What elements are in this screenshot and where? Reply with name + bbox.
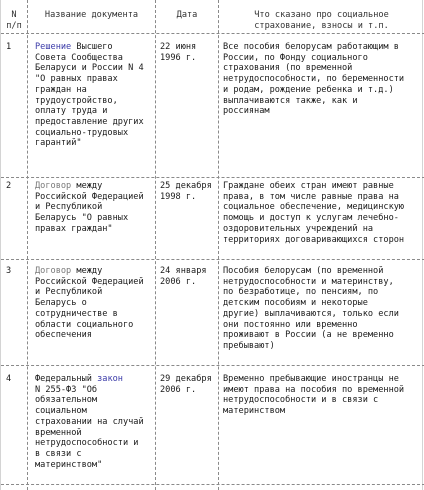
row-4-doc-prefix: Федеральный bbox=[35, 374, 98, 384]
column-separator bbox=[27, 0, 28, 490]
row-2-date: 25 декабря 1998 г. bbox=[160, 181, 212, 202]
row-1-num: 1 bbox=[6, 42, 12, 52]
column-separator bbox=[218, 0, 219, 490]
row-4-date: 29 декабря 2006 г. bbox=[160, 374, 212, 395]
row-separator bbox=[1, 177, 424, 178]
header-num: N п/п bbox=[6, 10, 22, 31]
row-4-content: Временно пребывающие иностранцы не имеют права на пособия по временной нетрудоспособности и в связи с материнством bbox=[223, 374, 405, 417]
row-3-num: 3 bbox=[6, 266, 12, 276]
row-2-content: Граждане обеих стран имеют равные права, в том числе равные права на социальное обеспечение, медицинскую помощь и доступ к услугам лечебно- оздоровительных учреждений на территориях договаривающихся сторон bbox=[223, 181, 405, 245]
header-separator bbox=[1, 33, 424, 34]
row-3-date: 24 января 2006 г. bbox=[160, 266, 207, 287]
row-2-num: 2 bbox=[6, 181, 12, 191]
row-3-doc-title: между Российской Федерацией и Республикой Беларусь о сотрудничестве в области социального обеспечения bbox=[35, 266, 144, 341]
row-1-doc-link[interactable]: Решение bbox=[35, 42, 72, 52]
row-4-document bbox=[35, 374, 155, 470]
header-date: Дата bbox=[176, 10, 198, 20]
row-1-date: 22 июня 1996 г. bbox=[160, 42, 197, 63]
header-content: Что сказано про социальное страхование, взносы и т.п. bbox=[254, 10, 389, 31]
row-separator bbox=[1, 365, 424, 366]
row-3-doc-link[interactable]: Договор bbox=[35, 266, 72, 276]
row-2-doc-title: между Российской Федерацией и Республикой Беларусь "О равных правах граждан" bbox=[35, 181, 144, 234]
row-1-content: Все пособия белорусам работающим в России, по Фонду социального страхования (по временной нетрудоспособности, по беременности и родам, рождение ребенка и т.д.) выплачиваются также, как и россиянам bbox=[223, 42, 405, 117]
row-3-content: Пособия белорусам (по временной нетрудоспособности и материнству, по безработице, по пенсиям, по детским пособиям и некоторые другие) выплачиваются, только если они постоянно или временно проживают в России (а не временно пребывают) bbox=[223, 266, 399, 351]
row-separator bbox=[1, 259, 424, 260]
row-2-document bbox=[35, 181, 155, 235]
header-name: Название документа bbox=[44, 10, 139, 20]
row-3-document bbox=[35, 266, 155, 341]
row-4-num: 4 bbox=[6, 374, 12, 384]
column-separator bbox=[155, 0, 156, 490]
row-2-doc-link[interactable]: Договор bbox=[35, 181, 72, 191]
row-4-doc-link[interactable]: закон bbox=[97, 374, 123, 384]
row-4-doc-title: N 255-ФЗ "Об обязательном социальном страховании на случай временной нетрудоспособности и в связи с материнством" bbox=[35, 384, 144, 470]
row-1-doc-title: Высшего Совета Сообщества Беларуси и России N 4 "О равных правах граждан на трудоустройство, оплату труда и предоставление других социально-трудовых гарантий" bbox=[35, 42, 144, 149]
row-separator bbox=[1, 484, 424, 485]
row-1-document bbox=[35, 42, 155, 149]
